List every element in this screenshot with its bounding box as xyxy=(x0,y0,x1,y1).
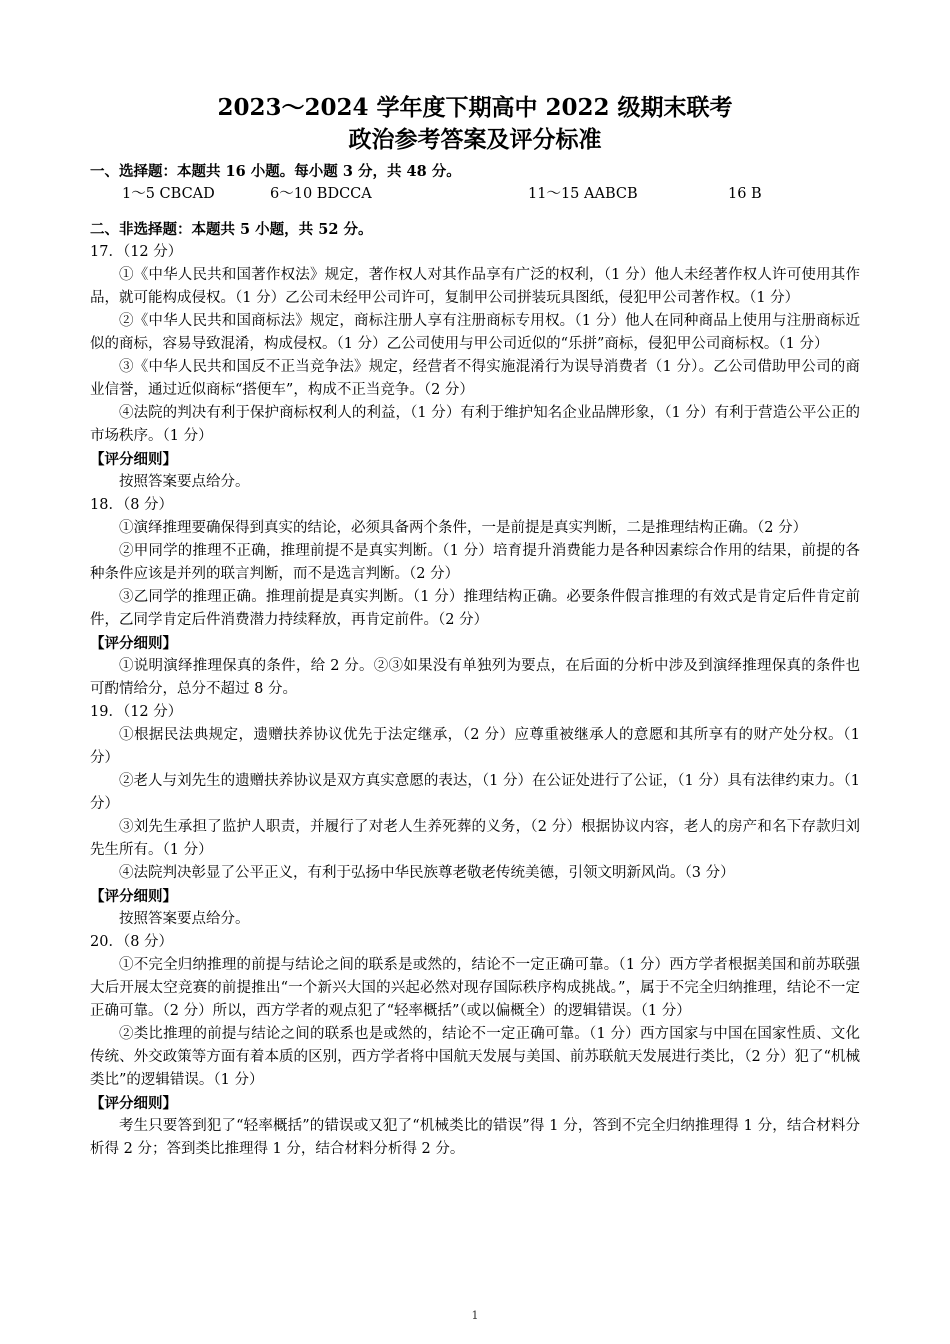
question-header: 18．（8 分） xyxy=(90,497,174,513)
mc-answer-group-1: 1～5 CBCAD xyxy=(122,186,215,202)
question-header: 20．（8 分） xyxy=(90,934,174,950)
rubric-text: ①说明演绎推理保真的条件，给 2 分。②③如果没有单独列为要点，在后面的分析中涉及到演绎推理保真的条件也可酌情给分，总分不超过 8 分。 xyxy=(90,658,860,697)
question-header: 19．（12 分） xyxy=(90,704,183,720)
rubric-label: 【评分细则】 xyxy=(90,1095,177,1112)
rubric-label: 【评分细则】 xyxy=(90,451,177,468)
answer-point: ②老人与刘先生的遗赠扶养协议是双方真实意愿的表达，（1 分）在公证处进行了公证，（1 分）具有法律约束力。（1 分） xyxy=(90,773,860,812)
rubric-label: 【评分细则】 xyxy=(90,635,177,652)
mc-answer-group-3: 11～15 AABCB xyxy=(528,186,638,202)
page-number: 1 xyxy=(471,1309,479,1322)
section1-heading: 一、选择题：本题共 16 小题。每小题 3 分，共 48 分。 xyxy=(90,163,461,180)
answer-point: ①《中华人民共和国著作权法》规定，著作权人对其作品享有广泛的权利，（1 分）他人未经著作权人许可使用其作品，就可能构成侵权。（1 分）乙公司未经甲公司许可，复制甲公司拼装玩具图纸，侵犯甲公司著作权。（1 分） xyxy=(90,267,860,306)
rubric-text: 按照答案要点给分。 xyxy=(119,911,250,927)
answer-point: ③《中华人民共和国反不正当竞争法》规定，经营者不得实施混淆行为误导消费者（1 分）。乙公司借助甲公司的商业信誉，通过近似商标“搭便车”，构成不正当竞争。（2 分） xyxy=(90,359,860,398)
rubric-text: 按照答案要点给分。 xyxy=(119,474,250,490)
mc-answers xyxy=(90,183,860,206)
answer-point: ①演绎推理要确保得到真实的结论，必须具备两个条件，一是前提是真实判断，二是推理结构正确。（2 分） xyxy=(119,520,808,536)
page-subtitle: 政治参考答案及评分标准 xyxy=(348,126,602,153)
answer-point: ②《中华人民共和国商标法》规定，商标注册人享有注册商标专用权。（1 分）他人在同种商品上使用与注册商标近似的商标，容易导致混淆，构成侵权。（1 分）乙公司使用与甲公司近似的“乐拼”商标，侵犯甲公司商标权。（1 分） xyxy=(90,313,860,352)
section2-heading: 二、非选择题：本题共 5 小题，共 52 分。 xyxy=(90,221,373,238)
rubric-text: 考生只要答到犯了“轻率概括”的错误或又犯了“机械类比的错误”得 1 分，答到不完全归纳推理得 1 分，结合材料分析得 2 分；答到类比推理得 1 分，结合材料分析得 2 分。 xyxy=(90,1118,860,1157)
answer-point: ①根据民法典规定，遗赠扶养协议优先于法定继承，（2 分）应尊重被继承人的意愿和其所享有的财产处分权。（1 分） xyxy=(90,727,860,766)
question-19 xyxy=(90,701,860,931)
mc-answer-group-4: 16 B xyxy=(728,186,762,202)
question-18 xyxy=(90,494,860,701)
page-title: 2023～2024 学年度下期高中 2022 级期末联考 xyxy=(217,94,733,121)
answer-point: ②类比推理的前提与结论之间的联系也是或然的，结论不一定正确可靠。（1 分）西方国家与中国在国家性质、文化传统、外交政策等方面有着本质的区别，西方学者将中国航天发展与美国、前苏联航天发展进行类比，（2 分）犯了“机械类比”的逻辑错误。（1 分） xyxy=(90,1026,860,1088)
answer-point: ④法院的判决有利于保护商标权利人的利益，（1 分）有利于维护知名企业品牌形象，（1 分）有利于营造公平公正的市场秩序。（1 分） xyxy=(90,405,860,444)
question-20 xyxy=(90,931,860,1161)
rubric-label: 【评分细则】 xyxy=(90,888,177,905)
answer-point: ②甲同学的推理不正确，推理前提不是真实判断。（1 分）培育提升消费能力是各种因素综合作用的结果，前提的各种条件应该是并列的联言判断，而不是选言判断。（2 分） xyxy=(90,543,860,582)
document-page xyxy=(90,92,860,1161)
answer-point: ①不完全归纳推理的前提与结论之间的联系是或然的，结论不一定正确可靠。（1 分）西方学者根据美国和前苏联强大后开展太空竞赛的前提推出“一个新兴大国的兴起必然对现存国际秩序构成挑战。”，属于不完全归纳推理，结论不一定正确可靠。（2 分）所以，西方学者的观点犯了“轻率概括”（或以偏概全）的逻辑错误。（1 分） xyxy=(90,957,860,1019)
question-header: 17．（12 分） xyxy=(90,244,183,260)
answer-point: ③刘先生承担了监护人职责，并履行了对老人生养死葬的义务，（2 分）根据协议内容，老人的房产和名下存款归刘先生所有。（1 分） xyxy=(90,819,860,858)
answer-point: ③乙同学的推理正确。推理前提是真实判断。（1 分）推理结构正确。必要条件假言推理的有效式是肯定后件肯定前件，乙同学肯定后件消费潜力持续释放，再肯定前件。（2 分） xyxy=(90,589,860,628)
answer-point: ④法院判决彰显了公平正义，有利于弘扬中华民族尊老敬老传统美德，引领文明新风尚。（3 分） xyxy=(119,865,735,881)
mc-answer-group-2: 6～10 BDCCA xyxy=(270,186,372,202)
question-17 xyxy=(90,241,860,494)
